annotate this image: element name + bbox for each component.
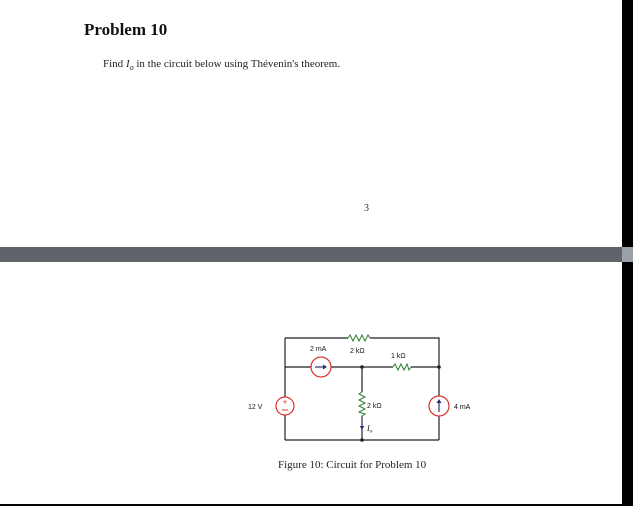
statement-variable-sub: o — [129, 63, 134, 73]
plus-sign: + — [282, 397, 288, 407]
problem-statement — [103, 58, 340, 72]
resistor-top-2k — [348, 335, 370, 341]
label-2k-middle: 2 kΩ — [367, 403, 382, 410]
label-2ma: 2 mA — [310, 346, 327, 353]
scrollbar-edge — [622, 247, 633, 262]
statement-suffix: in the circuit below using Thévenin's theorem. — [136, 58, 341, 70]
statement-prefix: Find — [103, 58, 124, 70]
circuit-diagram — [240, 330, 500, 445]
arrow-io-head — [360, 426, 364, 430]
node-center — [360, 365, 364, 369]
label-4ma: 4 mA — [454, 404, 471, 411]
resistor-right-1k — [393, 364, 411, 370]
label-12v: 12 V — [248, 404, 263, 411]
node-right — [437, 365, 441, 369]
page-separator-bar — [0, 247, 633, 262]
statement-variable: $I_o$ — [125, 58, 134, 73]
label-io: Io — [367, 424, 373, 435]
figure-caption: Figure 10: Circuit for Problem 10 — [278, 459, 427, 471]
node-bottom — [360, 438, 364, 442]
problem-heading: Problem 10 — [84, 20, 168, 39]
resistor-middle-2k — [359, 392, 365, 416]
label-io-sub: o — [369, 428, 373, 435]
page-number: 3 — [364, 203, 369, 214]
label-1k: 1 kΩ — [391, 353, 406, 360]
label-2k-top: 2 kΩ — [350, 348, 365, 355]
